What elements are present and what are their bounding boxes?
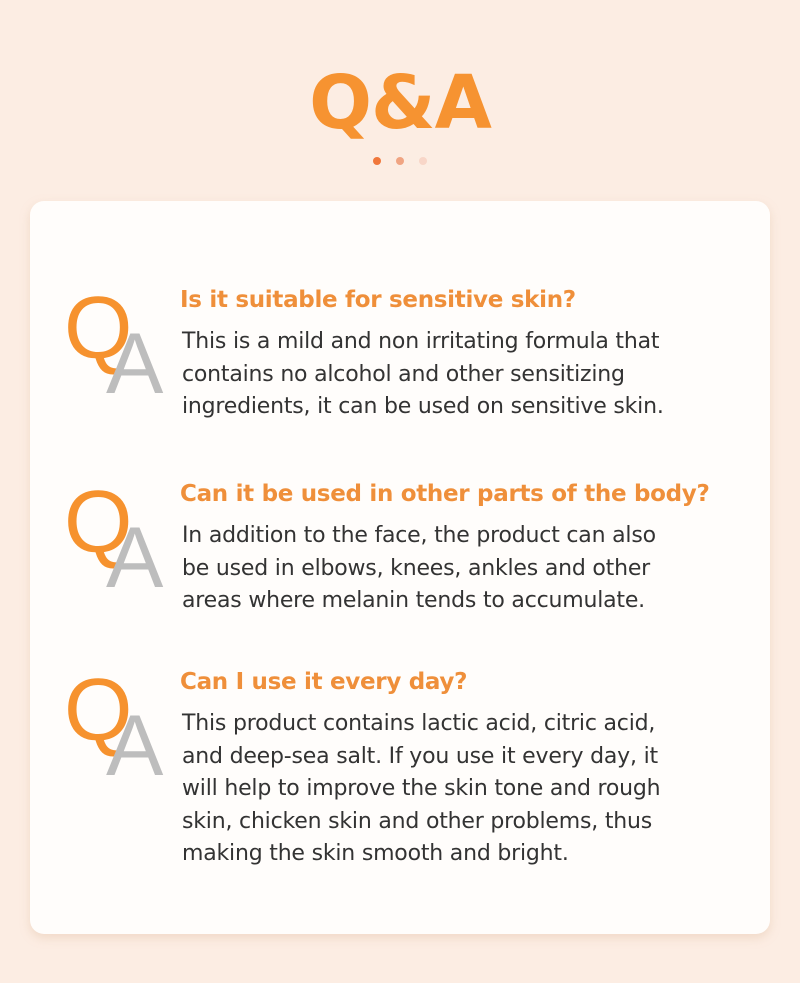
answer-line: This is a mild and non irritating formula that [182,329,660,354]
faq-question: Can I use it every day? [180,669,468,695]
dot-1 [373,157,381,165]
dot-2 [396,157,404,165]
answer-line: ingredients, it can be used on sensitive skin. [182,394,664,419]
answer-line: making the skin smooth and bright. [182,841,569,866]
answer-line: and deep-sea salt. If you use it every day, it [182,743,658,769]
answer-line: areas where melanin tends to accumulate. [182,588,645,613]
faq-answer [182,326,712,424]
faq-card [30,201,770,934]
faq-question: Is it suitable for sensitive skin? [180,287,576,313]
q-letter: Q [64,278,133,377]
answer-line: skin, chicken skin and other problems, thus [182,808,653,834]
answer-line: In addition to the face, the product can also [182,523,656,548]
answer-line: will help to improve the skin tone and rough [182,776,661,801]
q-letter: Q [64,472,133,571]
q-letter: Q [64,660,133,759]
faq-answer [182,708,712,871]
page-title: Q&A [309,60,491,146]
qa-logo-icon [64,660,174,794]
a-letter: A [106,698,164,794]
a-letter: A [106,510,164,606]
qa-logo-icon [64,278,174,412]
answer-line: This product contains lactic acid, citric acid, [182,711,656,736]
faq-answer [182,520,712,618]
answer-line: contains no alcohol and other sensitizing [182,361,625,387]
decorative-dots [0,157,800,165]
faq-question: Can it be used in other parts of the body? [180,481,710,507]
dot-3 [419,157,427,165]
qa-logo-icon [64,472,174,606]
a-letter: A [106,316,164,412]
answer-line: be used in elbows, knees, ankles and other [182,555,651,581]
